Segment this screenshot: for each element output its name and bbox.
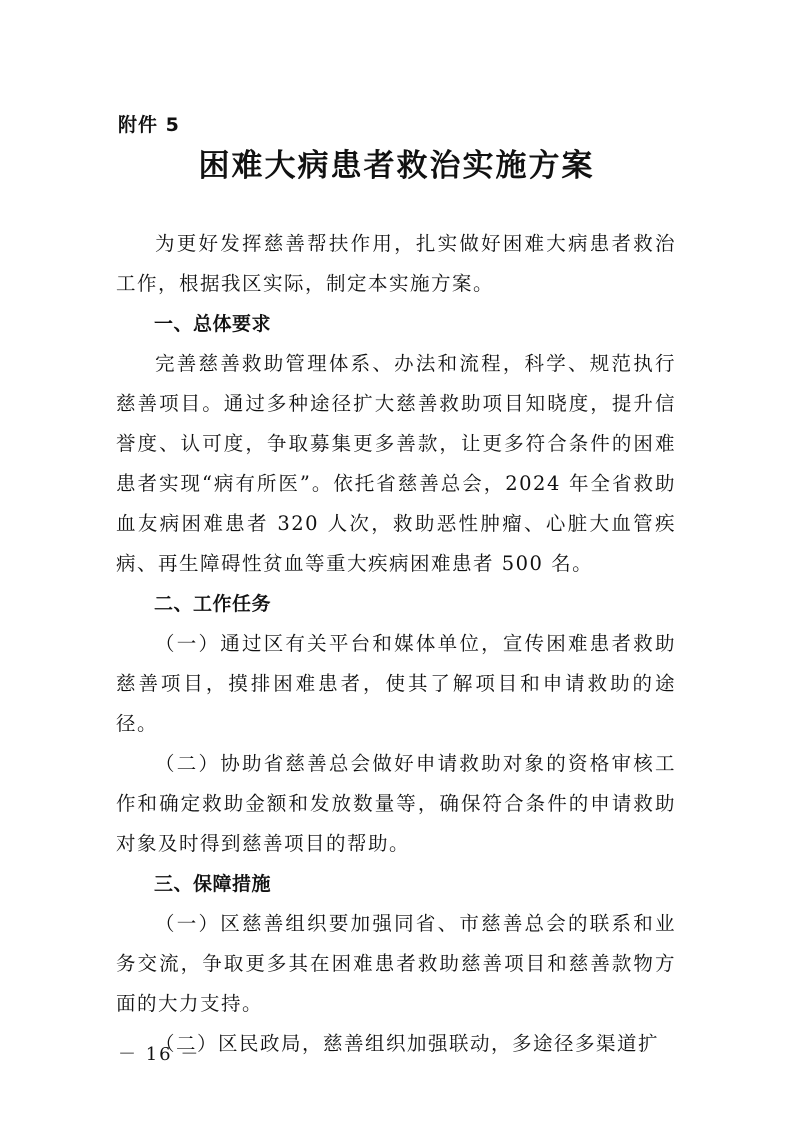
section-heading-work-tasks: 二、工作任务 (154, 593, 272, 615)
attachment-label: 附件 5 (118, 114, 180, 136)
safeguard-item-2: （二）区民政局，慈善组织加强联动，多途径多渠道扩 (155, 1032, 660, 1055)
work-task-item-2: （二）协助省慈善总会做好申请救助对象的资格审核工作和确定救助金额和发放数量等，确保符合条件的申请救助对象及时得到慈善项目的帮助。 (116, 752, 676, 855)
section-general-requirements-text: 完善慈善救助管理体系、办法和流程，科学、规范执行慈善项目。通过多种途径扩大慈善救助项目知晓度，提升信誉度、认可度，争取募集更多善款，让更多符合条件的困难患者实现“病有所医”。依托省慈善总会，2024 年全省救助血友病困难患者 320 人次，救助恶性肿瘤、心脏大血管疾病、再生障碍性贫血等重大疾病困难患者 500 名。 (116, 352, 676, 575)
safeguard-item-1: （一）区慈善组织要加强同省、市慈善总会的联系和业务交流，争取更多其在困难患者救助慈善项目和慈善款物方面的大力支持。 (116, 912, 676, 1015)
document-title: 困难大病患者救治实施方案 (198, 148, 595, 184)
section-heading-general-requirements: 一、总体要求 (154, 313, 272, 335)
document-body (116, 224, 676, 1064)
section-heading-safeguards: 三、保障措施 (154, 873, 272, 895)
work-task-item-1: （一）通过区有关平台和媒体单位，宣传困难患者救助慈善项目，摸排困难患者，使其了解项目和申请救助的途径。 (116, 632, 676, 735)
intro-paragraph: 为更好发挥慈善帮扶作用，扎实做好困难大病患者救治工作，根据我区实际，制定本实施方案。 (116, 232, 676, 295)
page-number: － 16 － (118, 1044, 201, 1065)
